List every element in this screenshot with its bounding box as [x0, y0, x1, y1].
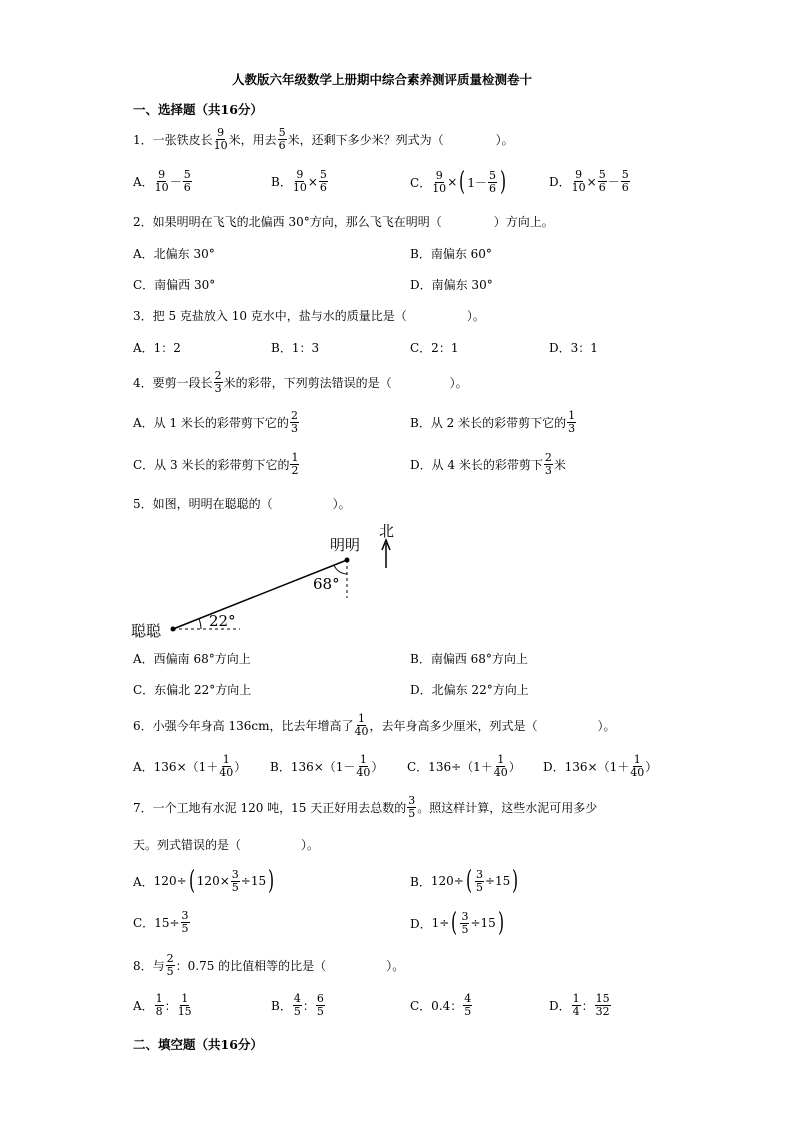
congcong-label: 聪聪	[131, 622, 162, 640]
q1-text-b: 米，用去	[228, 133, 277, 147]
direction-diagram	[125, 518, 415, 643]
q5-option-b[interactable]: B．南偏西 68°方向上	[410, 652, 528, 666]
q6-option-a[interactable]: A．136×（1＋ $\frac{1}{40}$ ）	[133, 753, 247, 779]
q6-option-c[interactable]: C．136÷（1＋ $\frac{1}{40}$ ）	[407, 753, 521, 779]
q8-option-c[interactable]: C．0.4： $\frac{4}{5}$	[410, 992, 472, 1018]
angle-68-label: 68°	[313, 575, 340, 593]
fraction: $\frac{9}{10}$	[213, 126, 228, 152]
question-1	[133, 127, 514, 152]
q1-text-c: 米，还剩下多少米？列式为（	[287, 133, 444, 147]
question-7-line-2: 天。列式错误的是（ ）。	[133, 838, 320, 852]
q2-option-a[interactable]: A．北偏东 30°	[133, 247, 215, 261]
q3-option-a[interactable]: A．1：2	[133, 341, 181, 355]
section-2-heading: 二、填空题（共16分）	[133, 1037, 263, 1052]
sightline	[173, 560, 347, 629]
q4-option-b[interactable]: B．从 2 米长的彩带剪下它的 $\frac{1}{3}$	[410, 409, 576, 435]
q7-option-a[interactable]: A． 120÷ ( 120× $\frac{3}{5}$ ÷15 )	[133, 866, 275, 896]
q8-option-b[interactable]: B． $\frac{4}{5}$ ： $\frac{6}{5}$	[271, 992, 324, 1018]
page-title: 人教版六年级数学上册期中综合素养测评质量检测卷十	[232, 72, 533, 87]
q3-option-d[interactable]: D．3：1	[549, 341, 598, 355]
q4-option-a[interactable]: A．从 1 米长的彩带剪下它的 $\frac{2}{3}$	[133, 409, 298, 435]
point-congcong	[171, 627, 176, 632]
q7-option-b[interactable]: B． 120÷ ( $\frac{3}{5}$ ÷15 )	[410, 866, 519, 896]
q2-option-d[interactable]: D．南偏东 30°	[410, 278, 493, 292]
question-6: 6．小强今年身高 136cm，比去年增高了 $\frac{1}{40}$ ，去年身高多少厘米，列式是（ ）。	[133, 712, 616, 738]
q7-option-d[interactable]: D． 1÷ ( $\frac{3}{5}$ ÷15 )	[410, 908, 504, 938]
north-label: 北	[379, 522, 395, 540]
q7-option-c[interactable]: C． 15÷ $\frac{3}{5}$	[133, 909, 189, 935]
angle-22-label: 22°	[209, 612, 236, 630]
angle-arc-22	[199, 619, 201, 629]
q1-option-c[interactable]: C． $\frac{9}{10}$ × ( 1－ $\frac{5}{6}$ )	[410, 167, 507, 197]
q8-option-a[interactable]: A． $\frac{1}{8}$ ： $\frac{1}{15}$	[133, 992, 192, 1018]
q4-option-d[interactable]: D．从 4 米长的彩带剪下 $\frac{2}{3}$ 米	[410, 451, 566, 477]
q5-option-d[interactable]: D．北偏东 22°方向上	[410, 683, 529, 697]
q6-option-b[interactable]: B．136×（1－ $\frac{1}{40}$ ）	[270, 753, 384, 779]
q6-option-d[interactable]: D．136×（1＋ $\frac{1}{40}$ ）	[543, 753, 658, 779]
q8-option-d[interactable]: D． $\frac{1}{4}$ ： $\frac{15}{32}$	[549, 992, 610, 1018]
question-7: 7．一个工地有水泥 120 吨，15 天正好用去总数的 $\frac{3}{5}$ 。照这样计算，这些水泥可用多少	[133, 794, 598, 820]
mingming-label: 明明	[330, 536, 361, 554]
fraction: $\frac{5}{6}$	[278, 126, 286, 152]
q1-option-a[interactable]: A． $\frac{9}{10}$ － $\frac{5}{6}$	[133, 168, 191, 194]
q1-text-d: ）。	[495, 133, 514, 147]
q5-option-a[interactable]: A．西偏南 68°方向上	[133, 652, 251, 666]
q2-option-b[interactable]: B．南偏东 60°	[410, 247, 492, 261]
question-8: 8．与 $\frac{2}{5}$ ：0.75 的比值相等的比是（ ）。	[133, 952, 405, 978]
q3-option-b[interactable]: B．1：3	[271, 341, 320, 355]
q5-option-c[interactable]: C．东偏北 22°方向上	[133, 683, 252, 697]
q2-option-c[interactable]: C．南偏西 30°	[133, 278, 216, 292]
question-3: 3．把 5 克盐放入 10 克水中，盐与水的质量比是（ ）。	[133, 309, 485, 323]
section-1-heading: 一、选择题（共16分）	[133, 102, 263, 117]
question-4: 4．要剪一段长 $\frac{2}{3}$ 米的彩带，下列剪法错误的是（ ）。	[133, 369, 468, 395]
q1-option-b[interactable]: B． $\frac{9}{10}$ × $\frac{5}{6}$	[271, 168, 327, 194]
angle-arc-68	[334, 565, 347, 574]
q4-option-c[interactable]: C．从 3 米长的彩带剪下它的 $\frac{1}{2}$	[133, 451, 299, 477]
question-5: 5．如图，明明在聪聪的（ ）。	[133, 497, 351, 511]
q1-option-d[interactable]: D． $\frac{9}{10}$ × $\frac{5}{6}$ － $\frac{5}{6}$	[549, 168, 629, 194]
q3-option-c[interactable]: C．2：1	[410, 341, 459, 355]
q1-text-a: 1．一张铁皮长	[133, 133, 213, 147]
question-2: 2．如果明明在飞飞的北偏西 30°方向，那么飞飞在明明（ ）方向上。	[133, 215, 554, 229]
point-mingming	[345, 558, 350, 563]
